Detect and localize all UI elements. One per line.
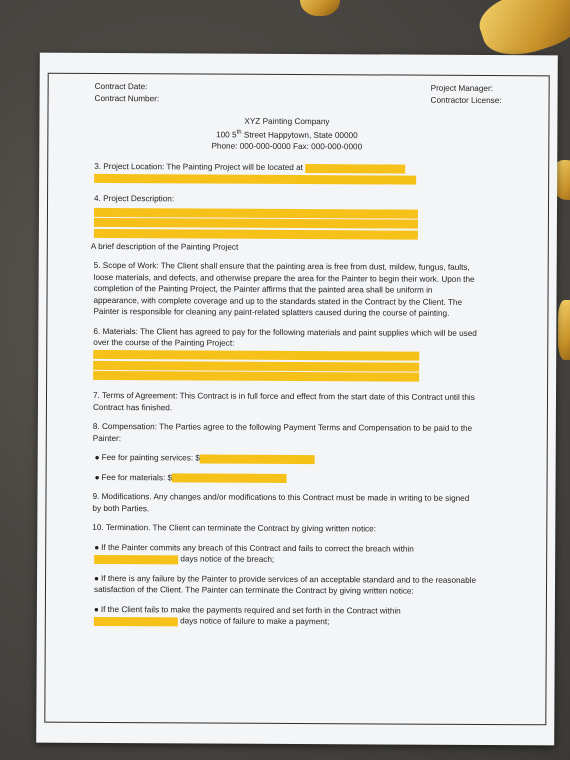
contract-date-label: Contract Date: <box>94 81 148 92</box>
section-modifications <box>92 491 477 516</box>
contract-page <box>36 53 558 746</box>
address-ordinal: th <box>236 129 242 136</box>
bullet-dot: ● <box>94 573 100 583</box>
materials-field-line[interactable] <box>93 371 419 382</box>
contractor-license-label: Contractor License: <box>430 95 502 105</box>
bullet-dot: ● <box>94 472 100 482</box>
location-field-line[interactable] <box>94 174 416 185</box>
address-street: Street Happytown, State 00000 <box>241 129 358 140</box>
contract-content <box>90 81 502 629</box>
section-project-location <box>94 161 479 185</box>
payment-days-field[interactable] <box>94 617 178 626</box>
address-number: 100 5 <box>216 129 237 139</box>
section-terms <box>93 390 478 415</box>
compensation-text: 8. Compensation: The Parties agree to the following Payment Terms and Compensation to be paid to the Painter: <box>92 422 473 443</box>
bullet-dot: ● <box>94 542 100 552</box>
modifications-text: 9. Modifications. Any changes and/or modifications to this Contract must be made in writing to be signed by both Parties. <box>92 492 470 513</box>
company-phone-fax: Phone: 000-000-0000 Fax: 000-000-0000 <box>211 141 363 152</box>
termination-text: 10. Termination. The Client can terminate the Contract by giving written notice: <box>92 523 377 534</box>
section-materials <box>93 326 478 383</box>
company-block <box>94 115 479 153</box>
location-field[interactable] <box>305 164 405 174</box>
fee-materials-field[interactable] <box>172 473 287 483</box>
fee-services-field[interactable] <box>200 454 315 464</box>
section-scope-of-work <box>93 260 478 320</box>
description-caption: A brief description of the Painting Project <box>90 241 239 252</box>
description-field-line[interactable] <box>94 208 418 219</box>
fee-materials-item <box>93 472 478 486</box>
termination-item-breach <box>92 542 477 567</box>
project-manager-label: Project Manager: <box>430 83 494 94</box>
materials-field-line[interactable] <box>93 350 419 361</box>
payment-failure-text: If the Client fails to make the payments required and set forth in the Contract within <box>100 604 401 616</box>
bullet-dot: ● <box>94 453 100 463</box>
company-name: XYZ Painting Company <box>244 116 330 127</box>
failure-text: If there is any failure by the Painter to provide services of an acceptable standard and to the reasonable satisfaction of the Client. The Painter can terminate the Contract by giving written notice: <box>93 573 477 596</box>
contract-header <box>94 81 502 106</box>
description-field-line[interactable] <box>94 229 418 240</box>
termination-item-failure <box>92 573 477 598</box>
gold-decoration <box>558 300 570 360</box>
fee-services-label: Fee for painting services: $ <box>101 453 200 463</box>
breach-days-field[interactable] <box>94 555 178 564</box>
breach-days-text: days notice of the breach; <box>180 554 275 565</box>
breach-text: If the Painter commits any breach of this Contract and fails to correct the breach within <box>101 542 414 554</box>
section-compensation <box>93 421 478 446</box>
project-description-heading: 4. Project Description: <box>94 194 175 204</box>
materials-field-line[interactable] <box>93 361 419 372</box>
bullet-dot: ● <box>93 604 99 614</box>
section-termination <box>92 522 477 536</box>
description-field-line[interactable] <box>94 218 418 229</box>
gold-decoration <box>300 0 340 16</box>
scope-of-work-text: 5. Scope of Work: The Client shall ensure that the painting area is free from dust, mildew, fungus, faults, loose materials, and defects, and otherwise prepare the area for the Painter to begin their work. Upon the completion of the Painting Project, the Painter affirms that the painted area shall be uniform in appearance, with complete coverage and up to the standards stated in the Contract by the Client. The Painter is responsible for cleaning any paint-related splatters caused during the course of painting. <box>93 261 475 319</box>
termination-item-payment <box>92 604 477 629</box>
payment-days-text: days notice of failure to make a payment; <box>180 616 330 627</box>
materials-text: 6. Materials: The Client has agreed to pay for the following materials and paint supplies which will be used over the course of the Painting Project: <box>93 326 477 348</box>
terms-text: 7. Terms of Agreement: This Contract is in full force and effect from the start date of this Contract until this Contract has finished. <box>92 391 475 413</box>
fee-services-item <box>93 452 478 466</box>
project-location-text: 3. Project Location: The Painting Project will be located at <box>94 162 303 173</box>
section-project-description <box>90 193 479 254</box>
contract-number-label: Contract Number: <box>94 93 160 103</box>
fee-materials-label: Fee for materials: $ <box>101 472 173 483</box>
